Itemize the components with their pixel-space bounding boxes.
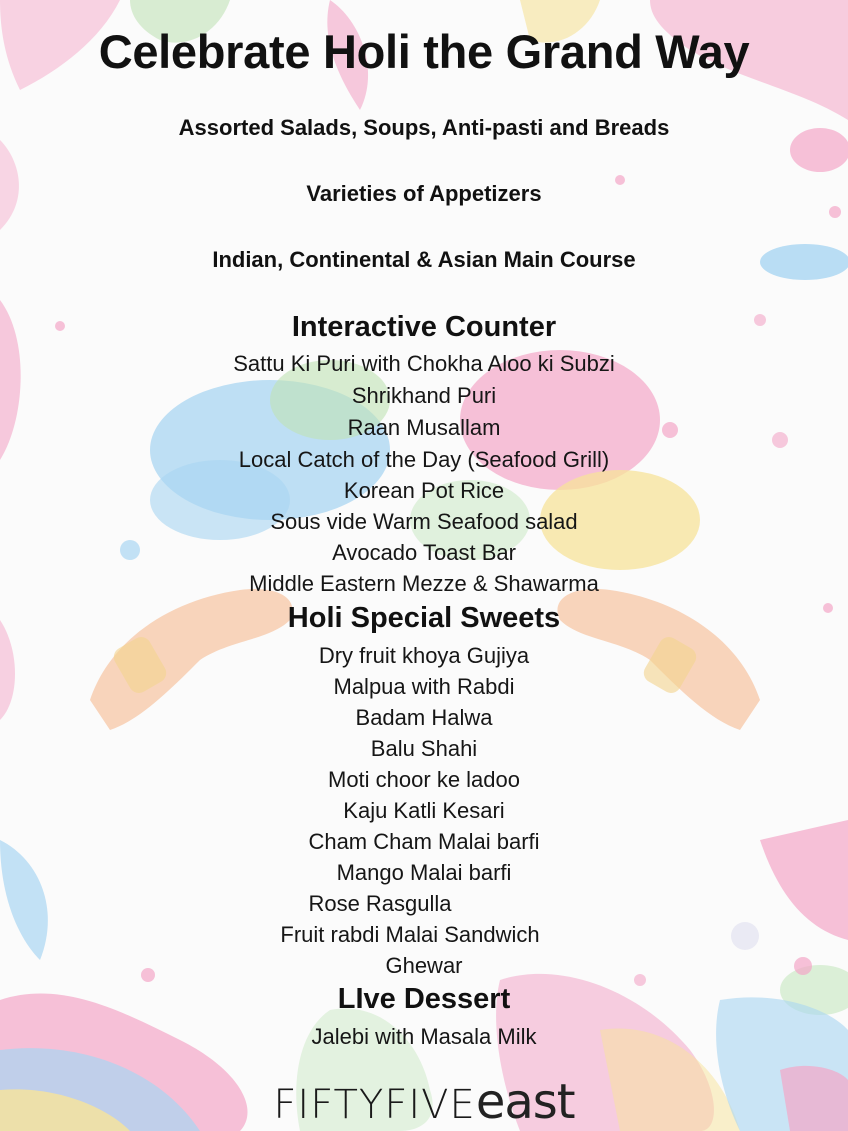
menu-item: Balu Shahi (370, 736, 478, 761)
menu-item: Korean Pot Rice (343, 478, 505, 503)
menu-item: Ghewar (385, 953, 463, 978)
logo-text-east: east (475, 1074, 575, 1130)
menu-item: Local Catch of the Day (Seafood Grill) (238, 447, 610, 472)
menu-item: Fruit rabdi Malai Sandwich (280, 922, 540, 947)
menu-item: Jalebi with Masala Milk (311, 1024, 537, 1049)
menu-item: Middle Eastern Mezze & Shawarma (249, 571, 599, 596)
menu-item: Dry fruit khoya Gujiya (318, 643, 530, 668)
section-heading-interactive-counter: Interactive Counter (291, 311, 557, 343)
intro-line: Indian, Continental & Asian Main Course (212, 247, 636, 272)
logo-text-fiftyfive: FIFTYFIVE (273, 1082, 476, 1128)
menu-item: Malpua with Rabdi (333, 674, 515, 699)
section-heading-live-dessert: LIve Dessert (337, 983, 511, 1015)
page-title: Celebrate Holi the Grand Way (98, 25, 750, 78)
menu-item: Shrikhand Puri (351, 383, 497, 408)
menu-item: Avocado Toast Bar (332, 540, 516, 565)
section-heading-holi-special-sweets: Holi Special Sweets (287, 602, 561, 634)
menu-item: Badam Halwa (355, 705, 493, 730)
intro-line: Assorted Salads, Soups, Anti-pasti and Breads (178, 115, 670, 140)
menu-item: Raan Musallam (347, 415, 501, 440)
menu-item: Sattu Ki Puri with Chokha Aloo ki Subzi (233, 351, 615, 376)
intro-line: Varieties of Appetizers (306, 181, 542, 206)
menu-item: Cham Cham Malai barfi (308, 829, 540, 854)
menu-item: Sous vide Warm Seafood salad (270, 509, 578, 534)
menu-item: Rose Rasgulla (308, 891, 452, 916)
menu-item: Mango Malai barfi (336, 860, 512, 885)
brand-logo (0, 1074, 848, 1130)
menu-item: Kaju Katli Kesari (343, 798, 505, 823)
menu-item: Moti choor ke ladoo (328, 767, 520, 792)
